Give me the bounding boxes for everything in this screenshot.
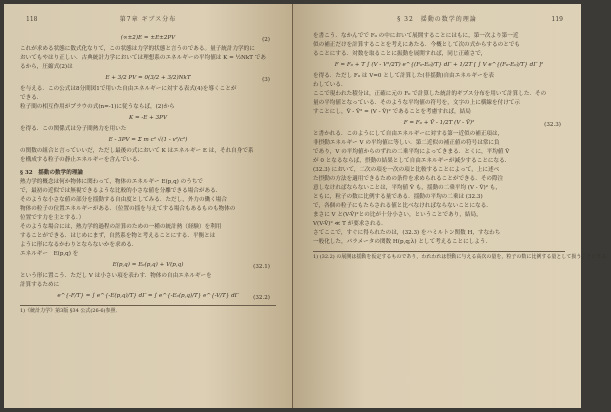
text-line: おいてもやはり正しい．古典統計力学においては理想系のエネルギーの平均値は K = ½NkT であ: [20, 55, 266, 61]
text-line: を書こう．なかんでで F₀ の中において展開することにはもに，第一次より第一近: [313, 33, 519, 39]
paragraph: [20, 272, 276, 290]
open-book: [4, 4, 611, 408]
equation: E - 3PV = Σ m c² √(1 - v²/c²): [108, 137, 188, 143]
text-line: エネルギー E(p,q) を: [20, 251, 79, 257]
paragraph: [20, 178, 276, 250]
right-running-title: § 32 揺動の数学的理論: [397, 16, 477, 23]
text-line: そのような場合には，熱力学的過程の計算のための一種の統計熱（経験）を利用: [20, 224, 222, 230]
text-line: が 0 となるならば，摂動の結果として自由エネルギーが減少することになる．: [313, 158, 511, 164]
equation-row: [313, 119, 565, 128]
text-line: を構成する粒子の静止エネルギーを含んでいる．: [20, 157, 144, 163]
text-line: 熱力学的概念は何か物体に関わって，物体のエネルギー E(p,q) のうちで: [20, 179, 203, 185]
equation: K = -E + 3PV: [128, 115, 167, 121]
text-line: そのような小さな値の部分を揺動する自由度としてみる．ただし，外力の働く場合: [20, 197, 227, 203]
equation-number: (32.3): [544, 122, 561, 128]
paragraph: [20, 85, 276, 165]
equation-number: (3): [262, 77, 270, 83]
text-line: で，各個の粒子にもたらされる値と比べなければならないことになる．: [313, 203, 492, 209]
text-line: 計算するために: [20, 282, 60, 288]
equation: (∞±2)E = ±E±2PV: [120, 35, 176, 41]
left-running-title: 第7章 ギブス分布: [119, 16, 177, 23]
text-line: 意しなければならないことは，平均値 V̄ も，揺動の二乗平均 (V - V̄)² も，: [313, 185, 501, 191]
text-line: という形に置こう．ただし V は小さい項を表わす．物体の自由エネルギーを: [20, 273, 212, 279]
equation-row: [20, 74, 276, 83]
text-line: これが求める状態に数式化なりて，この状態は力学的状態と言うのである。量子統計力学的に: [20, 46, 255, 52]
equation: F = F₀ + V̄ - 1/2T (V - V̄)²: [403, 120, 475, 126]
right-page: [293, 4, 611, 408]
section-heading: § 32 揺動の数学的理論: [20, 170, 84, 176]
text-line: るから，圧縮式(2)は: [20, 64, 73, 70]
equation-number: (32.1): [253, 264, 270, 270]
equation: e^{-F/T} = ∫ e^{-E(p,q)/T} dΓ = ∫ e^{-E₀(p,q)/T} e^{-V/T} dΓ: [57, 293, 239, 299]
text-line: すことにし，V̄ - V̄² = (V - V̄)² であることを考慮すれば，結局: [313, 109, 471, 115]
left-page-number: 118: [26, 16, 38, 23]
text-line: ともに，粒子の数に比例する量である．揺動の平均の二乗は (32.3): [313, 194, 483, 200]
text-line: を得る．ただし F₀ は V=0 として計算した(非揺動)自由エネルギーを表: [313, 73, 494, 79]
text-line: 粒子間の相互作用がプラウの式(n=-1)に従うならば，(2)から: [20, 104, 175, 110]
equation-number: (2): [262, 37, 270, 43]
text-line: を与える．この公式は8分間図1で用いた自由エネルギーに対する表式(4)を導くことが: [20, 86, 237, 92]
paragraph: [313, 72, 565, 117]
equation-row: [20, 34, 276, 43]
text-line: で，最初の近似では無視できるような比較的小さな値を分離できる場合がある．: [20, 188, 222, 194]
text-line: わしている．: [313, 82, 347, 88]
equation-row: [20, 261, 276, 270]
text-line: であり，V の平均値からのずれの二乗平均によってきまる．とくに，平均値 V̄: [313, 149, 510, 155]
paragraph: [313, 32, 565, 59]
text-line: ここで現われた積分は，正確に元の F₀ で計算した統計的ギブス分布を用いて計算した．その: [313, 91, 547, 97]
text-line: と書かれる．このようにして自由エネルギーに対する第一近似の補正項は，: [313, 131, 504, 137]
equation: E + 3/2 PV = 0(3/2 + 3/2)NkT: [105, 75, 191, 81]
text-line: V(V-V̄)² ≪ T が要求される．: [313, 221, 387, 227]
text-line: 量の平均値となっている．そのような平均値の符号を，文字の上に横線を付けて示: [313, 100, 520, 106]
footnote: 1) (32.2) の展開は揺動を仮定するものであり，われわれは摂動に与える高次の量を，粒子の数に比例する量として扱うことにする．: [313, 251, 565, 262]
equation-row: [20, 292, 276, 301]
equation: F = F₀ + T ∫ (V - V²/2T) e^{(F₀-E₀)/T} dΓ + 1/2T [ ∫ V e^{(F₀-E₀)/T} dΓ ]²: [334, 62, 544, 68]
text-line: 物体の粒子の位置エネルギーがある．（位置の揺を与えてする場合もあるものも物体の: [20, 206, 236, 212]
footnote: 1)《統計力学》第3版 §34 公式(26-6)参照．: [20, 305, 276, 316]
paragraph: [313, 229, 565, 247]
text-line: の関数の組合と言っていいだ，ただし最後の式において K はエネルギー E は，それ自身で系: [20, 148, 254, 154]
equation: E(p,q) = E₀(p,q) + V(p,q): [112, 262, 184, 268]
text-line: を得る．この関係式は分子間熱力を用いた: [20, 126, 127, 132]
right-page-number: 119: [551, 16, 563, 23]
text-line: (32.3) において，二次の項を一次の項と比較することによって，上に述べ: [313, 167, 500, 173]
equation-number: (32.2): [253, 295, 270, 301]
text-line: ように形になるかわりとならないかを求める．: [20, 242, 138, 248]
text-line: さてここで，すぐに得られたのは，(32.3) をハミルトン関数 H，すなわち: [313, 230, 501, 236]
text-line: まさに V と(V-V̄)²との比が十分小さい，ということであり，結局，: [313, 212, 482, 218]
text-line: することができる．はじめにまず，自然系を物と考えることにする．平衡とは: [20, 233, 216, 239]
text-line: 一般化した，パラメータの関数 H(p,q;λ) として考えることにしよう．: [313, 239, 492, 245]
text-line: 位置です力を主とする．）: [20, 215, 85, 221]
paragraph: [20, 45, 276, 72]
text-line: た摂動の方法を適用できるための条件を求められることができる．その際注: [313, 176, 504, 182]
left-page: [4, 4, 292, 408]
text-line: 似の補正だけを計算することを考えにあたる．今概として次の式からするのとでも: [313, 42, 520, 48]
text-line: できる．: [20, 95, 43, 101]
text-line: ることにする．対数を取ることに振動を展開すれば，同じ正確さで，: [313, 51, 487, 57]
text-line: 非摂動エネルギー V の平均値に等しい．第二近似の補正値の符号は常に負: [313, 140, 500, 146]
paragraph: [313, 130, 565, 229]
